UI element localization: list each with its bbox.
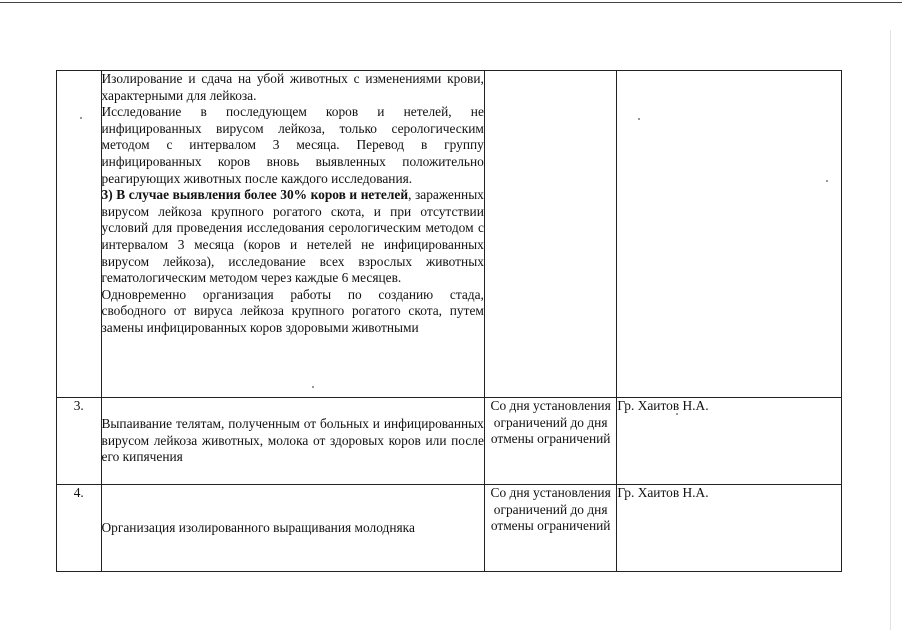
term-cell: Со дня установления ограничений до дня отмены ограничений <box>484 398 617 485</box>
action-cell <box>101 398 484 485</box>
table-row <box>57 398 842 485</box>
page-edge-rule <box>890 30 891 630</box>
row-number-cell: 4. <box>57 485 102 572</box>
row-number-cell: 3. <box>57 398 102 485</box>
action-cell <box>101 71 484 398</box>
row-number-cell <box>57 71 102 398</box>
table-row <box>57 485 842 572</box>
action-text: Организация изолированного выращивания молодняка <box>101 519 415 535</box>
measures-table <box>56 70 842 572</box>
action-text: Выпаивание телятам, полученным от больных и инфицированных вирусом лейкоза животных, молока от здоровых коров или после его кипячения <box>101 416 484 465</box>
case3-rest: , зараженных вирусом лейкоза крупного рогатого скота, и при отсутствии условий для проведения исследования серологическим методом с интервалом 3 месяца (коров и нетелей не инфицированных вирусом лейкоза), исследование всех взрослых животных гематологическим методом через каждые 6 месяцев. <box>101 187 484 286</box>
scan-speck <box>676 413 678 415</box>
action-paragraph: Исследование в последующем коров и нетелей, не инфицированных вирусом лейкоза, только серологическим методом с интервалом 3 месяца. Перевод в группу инфицированных коров вновь выявленных положительно реагирующих животных после каждого исследования. <box>101 104 484 186</box>
case3-bold-lead: 3) В случае выявления более 30% коров и нетелей <box>101 187 409 203</box>
scan-speck <box>638 118 640 120</box>
action-paragraph: Изолирование и сдача на убой животных с изменениями крови, характерными для лейкоза. <box>101 71 484 103</box>
term-cell: Со дня установления ограничений до дня отмены ограничений <box>484 485 617 572</box>
responsible-cell: Гр. Хаитов Н.А. <box>617 398 842 485</box>
table-row <box>57 71 842 398</box>
scan-speck <box>312 386 314 388</box>
scan-speck <box>826 180 828 182</box>
page-top-rule <box>0 2 902 3</box>
scan-speck <box>80 117 82 119</box>
responsible-cell <box>617 71 842 398</box>
term-cell <box>484 71 617 398</box>
action-paragraph: Одновременно организация работы по созданию стада, свободного от вируса лейкоза крупного рогатого скота, путем замены инфицированных коров здоровыми животными <box>101 286 484 335</box>
responsible-cell: Гр. Хаитов Н.А. <box>617 485 842 572</box>
action-paragraph-case3 <box>102 187 484 287</box>
action-cell <box>101 485 484 572</box>
